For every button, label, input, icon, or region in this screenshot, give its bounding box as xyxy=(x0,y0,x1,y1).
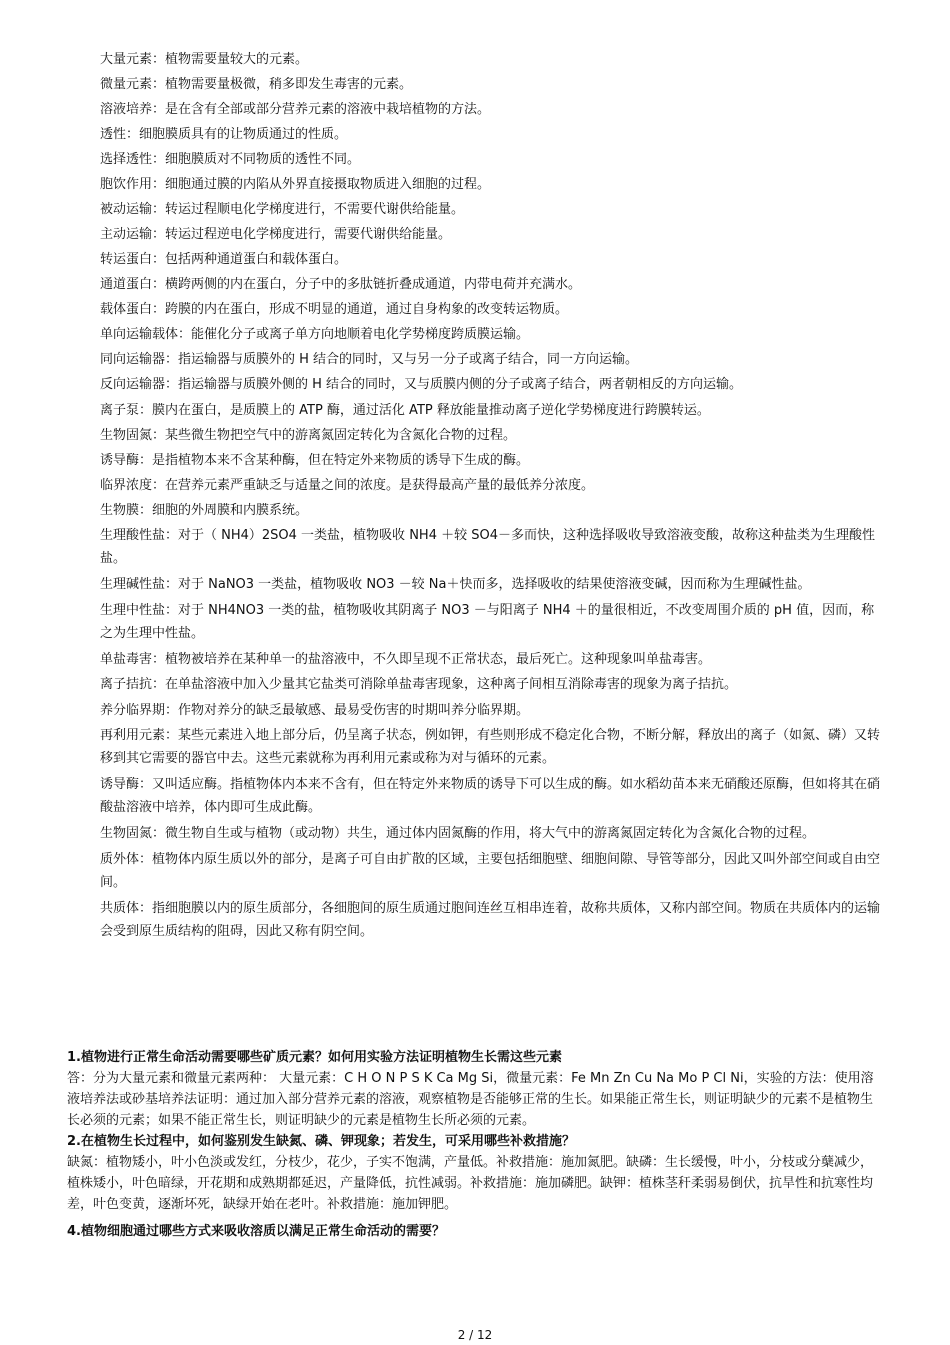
definition: 单向运输载体：能催化分子或离子单方向地顺着电化学势梯度跨质膜运输。 xyxy=(100,327,530,342)
definition: 溶液培养：是在含有全部或部分营养元素的溶液中栽培植物的方法。 xyxy=(100,102,491,117)
definition: 再利用元素：某些元素进入地上部分后，仍呈离子状态，例如钾，有些则形成不稳定化合物，不断分解，释放出的离子（如氮、磷）又转移到其它需要的器官中去。这些元素就称为再利用元素或称为对与循环的元素。 xyxy=(100,728,881,766)
definition-list xyxy=(100,48,880,946)
definition: 主动运输：转运过程逆电化学梯度进行，需要代谢供给能量。 xyxy=(100,227,452,242)
definition: 临界浓度：在营养元素严重缺乏与适量之间的浓度。是获得最高产量的最低养分浓度。 xyxy=(100,478,595,493)
definition: 载体蛋白：跨膜的内在蛋白，形成不明显的通道，通过自身构象的改变转运物质。 xyxy=(100,302,569,317)
definition: 质外体：植物体内原生质以外的部分，是离子可自由扩散的区域，主要包括细胞壁、细胞间隙、导管等部分，因此又叫外部空间或自由空间。 xyxy=(100,852,881,890)
definition: 单盐毒害：植物被培养在某种单一的盐溶液中，不久即呈现不正常状态，最后死亡。这种现象叫单盐毒害。 xyxy=(100,652,712,667)
page-number: 2 / 12 xyxy=(457,1328,493,1342)
answer-1: 答：分为大量元素和微量元素两种： 大量元素：C H O N P S K Ca Mg Si，微量元素：Fe Mn Zn Cu Na Mo P Cl Ni，实验的方法：使用溶液培养法或砂基培养法证明：通过加入部分营养元素的溶液，观察植物是否能够正常的生长。如果能正常生长，则证明缺少的元素不是植物生长必须的元素；如果不能正常生长，则证明缺少的元素是植物生长所必须的元素。 xyxy=(67,1071,874,1128)
definition: 大量元素：植物需要量较大的元素。 xyxy=(100,52,309,67)
question-4: 4.植物细胞通过哪些方式来吸收溶质以满足正常生命活动的需要？ xyxy=(67,1224,445,1239)
definition: 选择透性：细胞膜质对不同物质的透性不同。 xyxy=(100,152,361,167)
definition: 同向运输器：指运输器与质膜外的 H 结合的同时，又与另一分子或离子结合，同一方向运输。 xyxy=(100,352,639,367)
definition: 微量元素：植物需要量极微，稍多即发生毒害的元素。 xyxy=(100,77,413,92)
definition: 诱导酶：又叫适应酶。指植物体内本来不含有，但在特定外来物质的诱导下可以生成的酶。如水稻幼苗本来无硝酸还原酶，但如将其在硝酸盐溶液中培养，体内即可生成此酶。 xyxy=(100,777,881,815)
definition: 反向运输器：指运输器与质膜外侧的 H 结合的同时，又与质膜内侧的分子或离子结合，两者朝相反的方向运输。 xyxy=(100,377,743,392)
question-answer-section xyxy=(67,1047,882,1242)
definition: 诱导酶：是指植物本来不含某种酶，但在特定外来物质的诱导下生成的酶。 xyxy=(100,453,530,468)
question-2: 2.在植物生长过程中，如何鉴别发生缺氮、磷、钾现象；若发生，可采用哪些补救措施？ xyxy=(67,1134,575,1149)
definition: 生理酸性盐：对于（ NH4）2SO4 一类盐，植物吸收 NH4 ＋较 SO4－多而快，这种选择吸收导致溶液变酸，故称这种盐类为生理酸性盐。 xyxy=(100,528,875,566)
definition: 生物膜：细胞的外周膜和内膜系统。 xyxy=(100,503,309,518)
question-1: 1.植物进行正常生命活动需要哪些矿质元素？如何用实验方法证明植物生长需这些元素 xyxy=(67,1050,562,1065)
definition: 透性：细胞膜质具有的让物质通过的性质。 xyxy=(100,127,348,142)
definition: 胞饮作用：细胞通过膜的内陷从外界直接摄取物质进入细胞的过程。 xyxy=(100,177,491,192)
definition: 养分临界期：作物对养分的缺乏最敏感、最易受伤害的时期叫养分临界期。 xyxy=(100,703,530,718)
definition: 生物固氮：某些微生物把空气中的游离氮固定转化为含氮化合物的过程。 xyxy=(100,428,517,443)
definition: 共质体：指细胞膜以内的原生质部分，各细胞间的原生质通过胞间连丝互相串连着，故称共质体，又称内部空间。物质在共质体内的运输会受到原生质结构的阻碍，因此又称有阴空间。 xyxy=(100,901,881,939)
definition: 生物固氮：微生物自生或与植物（或动物）共生，通过体内固氮酶的作用，将大气中的游离氮固定转化为含氮化合物的过程。 xyxy=(100,826,816,841)
definition: 生理中性盐：对于 NH4NO3 一类的盐，植物吸收其阴离子 NO3 －与阳离子 NH4 ＋的量很相近，不改变周围介质的 pH 值，因而，称之为生理中性盐。 xyxy=(100,603,875,641)
definition: 离子泵：膜内在蛋白，是质膜上的 ATP 酶，通过活化 ATP 释放能量推动离子逆化学势梯度进行跨膜转运。 xyxy=(100,403,710,418)
definition: 生理碱性盐：对于 NaNO3 一类盐，植物吸收 NO3 －较 Na＋快而多，选择吸收的结果使溶液变碱，因而称为生理碱性盐。 xyxy=(100,577,811,592)
definition: 转运蛋白：包括两种通道蛋白和载体蛋白。 xyxy=(100,252,348,267)
definition: 通道蛋白：横跨两侧的内在蛋白，分子中的多肽链折叠成通道，内带电荷并充满水。 xyxy=(100,277,582,292)
definition: 离子拮抗：在单盐溶液中加入少量其它盐类可消除单盐毒害现象，这种离子间相互消除毒害的现象为离子拮抗。 xyxy=(100,677,738,692)
answer-2: 缺氮：植物矮小，叶小色淡或发红，分枝少，花少，子实不饱满，产量低。补救措施：施加氮肥。缺磷：生长缓慢，叶小，分枝或分蘖减少，植株矮小，叶色暗绿，开花期和成熟期都延迟，产量降低，抗性减弱。补救措施：施加磷肥。缺钾：植株茎秆柔弱易倒伏，抗旱性和抗寒性均差，叶色变黄，逐渐坏死，缺绿开始在老叶。补救措施：施加钾肥。 xyxy=(67,1155,874,1212)
definition: 被动运输：转运过程顺电化学梯度进行，不需要代谢供给能量。 xyxy=(100,202,465,217)
